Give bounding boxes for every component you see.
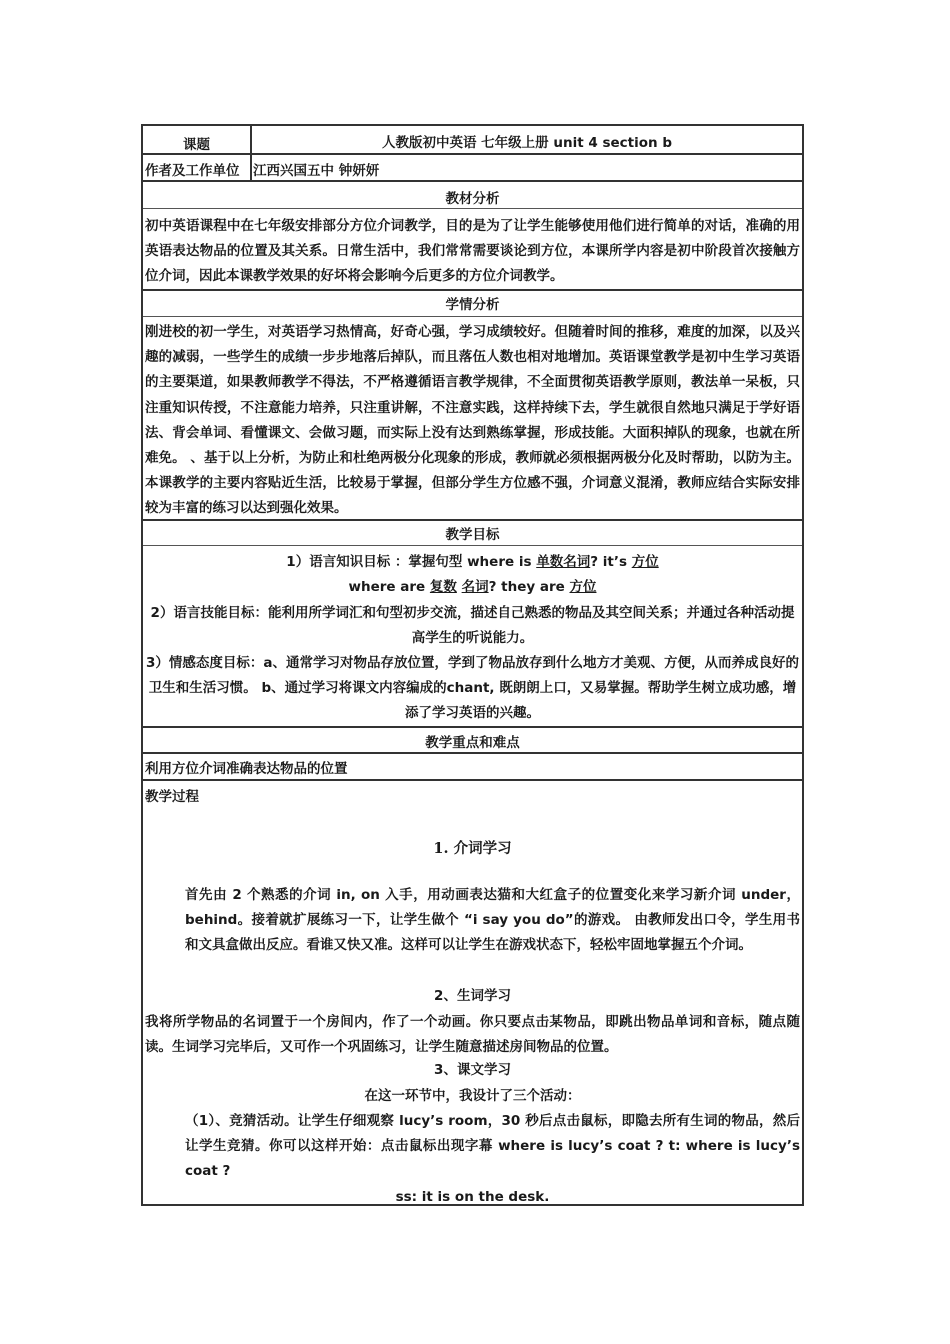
section3-intro: 在这一环节中，我设计了三个活动： xyxy=(364,1088,581,1104)
objective-knowledge-line1: 1）语言知识目标 ：掌握句型 where is 单数名词? it’s 方位 xyxy=(286,554,659,570)
process-title: 教学过程 xyxy=(145,789,199,805)
row-divider xyxy=(143,779,802,781)
section2-title: 2、生词学习 xyxy=(434,988,511,1004)
row-divider xyxy=(143,752,802,754)
learner-body: 刚进校的初一学生，对英语学习热情高，好奇心强，学习成绩较好。但随着时间的推移，难度的加深，以及兴趣的减弱，一些学生的成绩一步步地落后掉队，而且落伍人数也相对地增加。英语课堂教学是初中生学习英语的主要渠道，如果教师教学不得法，不严格遵循语言教学规律，不全面贯彻英语教学原则，教法单一呆板，只注重知识传授，不注意能力培养，只注重讲解，不注意实践，这样持续下去，学生就很自然地只满足于学好语法、背会单词、看懂课文、会做习题，而实际上没有达到熟练掌握，形成技能。大面积掉队的现象，也就在所难免。 、基于以上分析，为防止和杜绝两极分化现象的形成，教师就必须根据两极分化及时帮助，以防为主。 本课教学的主要内容贴近生活，比较易于掌握，但部分学生方位感不强，介词意义混淆，教师应结合实际安排较为丰富的练习以达到强化效果。 xyxy=(145,324,800,517)
topic-label: 课题 xyxy=(183,137,210,153)
author-label: 作者及工作单位 xyxy=(145,163,240,179)
row-divider xyxy=(143,208,802,209)
row-divider xyxy=(143,519,802,521)
row-divider xyxy=(143,289,802,291)
keypoints-body: 利用方位介词准确表达物品的位置 xyxy=(145,761,348,777)
material-title: 教材分析 xyxy=(445,191,500,207)
material-body: 初中英语课程中在七年级安排部分方位介词教学，目的是为了让学生能够使用他们进行简单的对话，准确的用英语表达物品的位置及其关系。日常生活中，我们常常需要谈论到方位，本课所学内容是初中阶段首次接触方位介词，因此本课教学效果的好坏将会影响今后更多的方位介词教学。 xyxy=(145,218,800,285)
keypoints-title: 教学重点和难点 xyxy=(425,735,520,751)
section1-body: 首先由 2 个熟悉的介词 in, on 入手，用动画表达猫和大红盒子的位置变化来学习新介词 under，behind。接着就扩展练习一下，让学生做个 “i say you do”的游戏。 由教师发出口令，学生用书和文具盒做出反应。看谁又快又准。这样可以让学生在游戏状态下，轻松牢固地掌握五个介词。 xyxy=(185,887,800,954)
row-divider xyxy=(143,545,802,546)
objective-skills: 2）语言技能目标：能利用所学词汇和句型初步交流，描述自己熟悉的物品及其空间关系；并通过各种活动提高学生的听说能力。 xyxy=(150,605,795,646)
topic-value: 人教版初中英语 七年级上册 unit 4 section b xyxy=(381,135,673,151)
objective-knowledge-line2: where are 复数 名词? they are 方位 xyxy=(348,579,597,595)
section2-body: 我将所学物品的名词置于一个房间内，作了一个动画。你只要点击某物品，即跳出物品单词和音标，随点随读。生词学习完毕后，又可作一个巩固练习，让学生随意描述房间物品的位置。 xyxy=(145,1014,800,1056)
row-divider xyxy=(143,316,802,317)
section3-title: 3、课文学习 xyxy=(434,1062,511,1078)
section3-end: ss: it is on the desk. xyxy=(395,1189,550,1205)
row-divider xyxy=(143,726,802,728)
section3-body: （1）、竞猜活动。让学生仔细观察 lucy’s room，30 秒后点击鼠标，即隐去所有生词的物品，然后让学生竞猜。你可以这样开始：点击鼠标出现字幕 where is lucy’s coat ? t: where is lucy’s coat ? xyxy=(185,1113,800,1180)
section1-title: 1. 介词学习 xyxy=(433,840,512,857)
objective-attitude: 3）情感态度目标：a、通常学习对物品存放位置，学到了物品放存到什么地方才美观、方便，从而养成良好的卫生和生活习惯。 b、通过学习将课文内容编成的chant, 既朗朗上口，又易掌握。帮助学生树立成功感，增添了学习英语的兴趣。 xyxy=(145,655,799,721)
author-value: 江西兴国五中 钟妍妍 xyxy=(253,163,380,179)
objectives-title: 教学目标 xyxy=(445,527,500,543)
learner-title: 学情分析 xyxy=(445,297,500,313)
